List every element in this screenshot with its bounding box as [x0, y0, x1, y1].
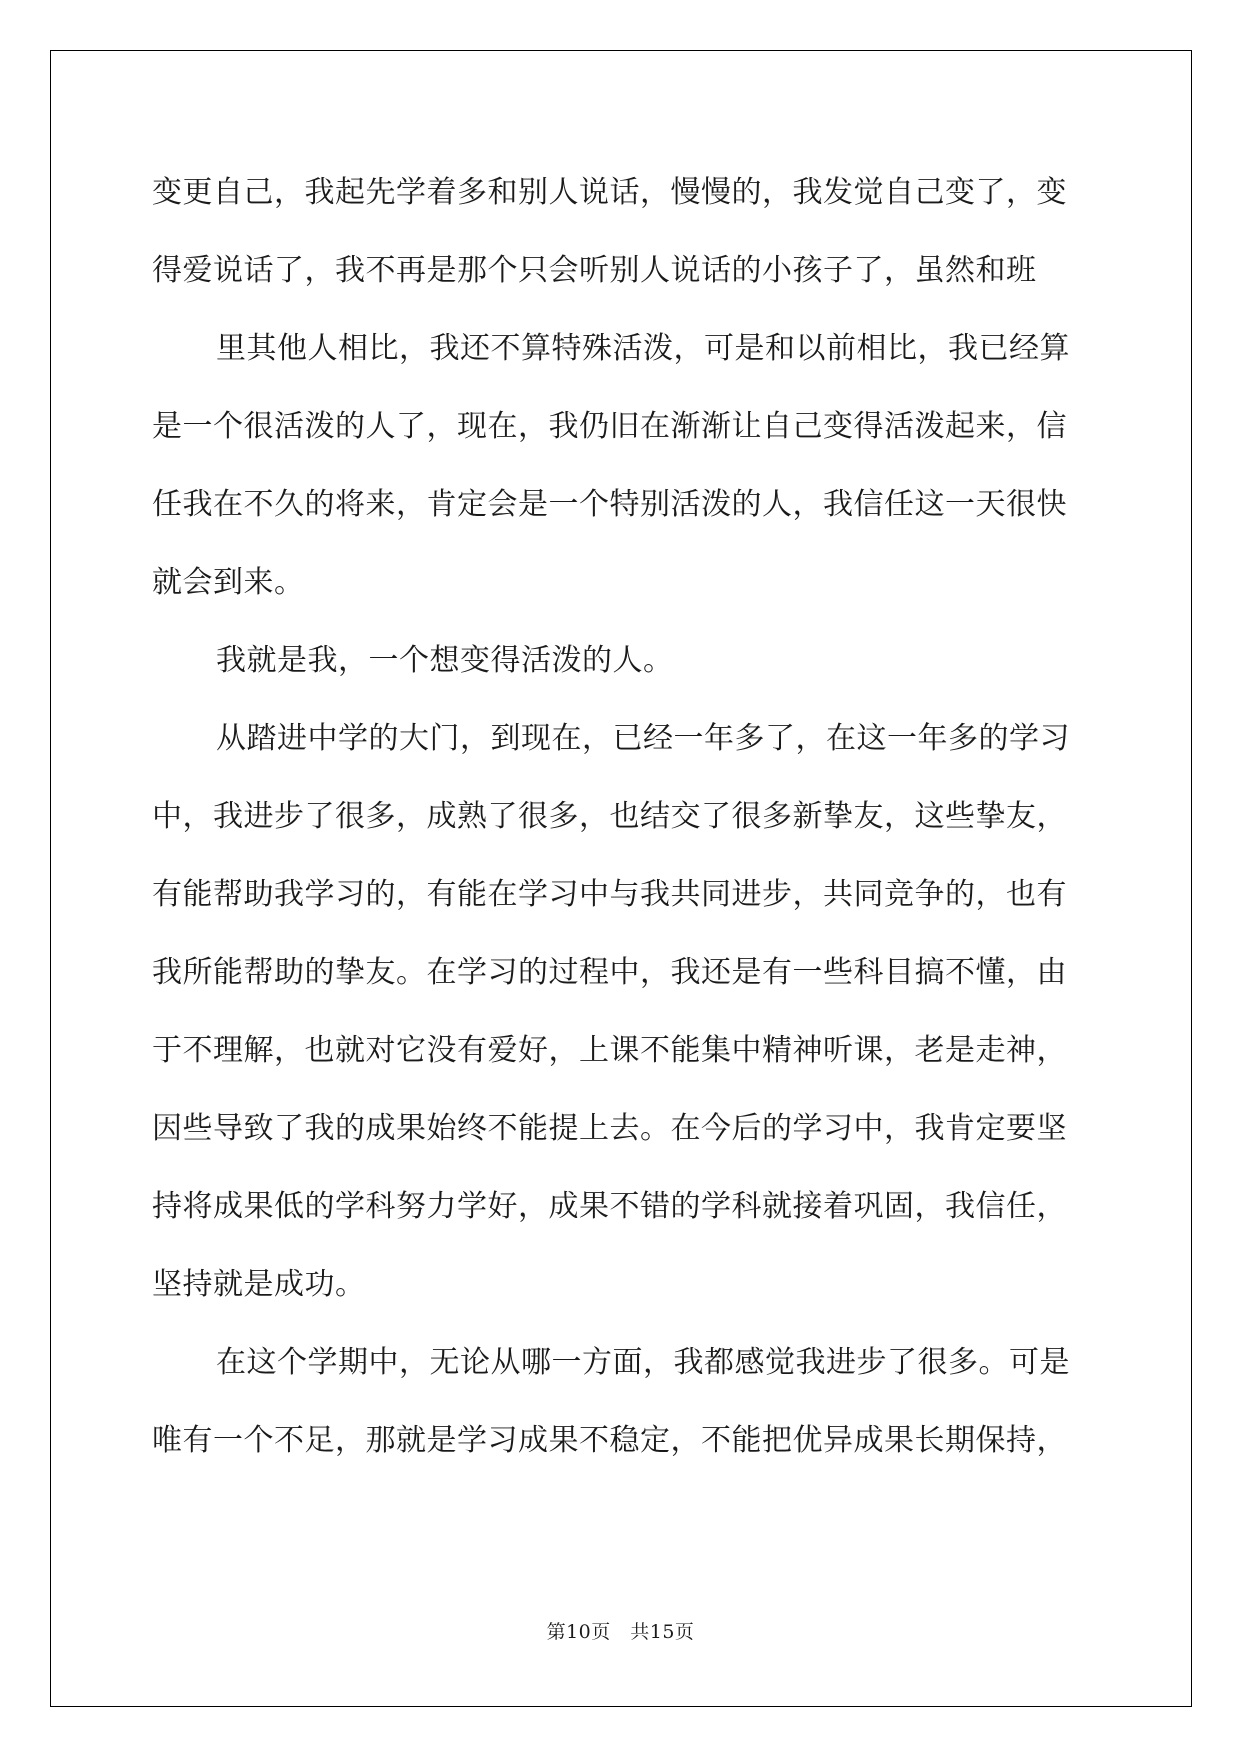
text-line: 坚持就是成功。 — [152, 1267, 366, 1302]
text-line: 里其他人相比，我还不算特殊活泼，可是和以前相比，我已经算 — [216, 331, 1070, 366]
text-line: 在这个学期中，无论从哪一方面，我都感觉我进步了很多。可是 — [216, 1345, 1070, 1380]
text-line: 于不理解，也就对它没有爱好，上课不能集中精神听课，老是走神， — [152, 1033, 1067, 1068]
text-line: 中，我进步了很多，成熟了很多，也结交了很多新挚友，这些挚友， — [152, 799, 1067, 834]
text-line: 变更自己，我起先学着多和别人说话，慢慢的，我发觉自己变了，变 — [152, 175, 1067, 210]
text-line: 我所能帮助的挚友。在学习的过程中，我还是有一些科目搞不懂，由 — [152, 955, 1067, 990]
page-number-label: 第10页 共15页 — [546, 1621, 695, 1643]
page-footer — [0, 1617, 1241, 1644]
text-line: 是一个很活泼的人了，现在，我仍旧在渐渐让自己变得活泼起来，信 — [152, 409, 1067, 444]
text-line: 从踏进中学的大门，到现在，已经一年多了，在这一年多的学习 — [216, 721, 1070, 756]
text-line: 唯有一个不足，那就是学习成果不稳定，不能把优异成果长期保持， — [152, 1423, 1067, 1458]
text-line: 持将成果低的学科努力学好，成果不错的学科就接着巩固，我信任， — [152, 1189, 1067, 1224]
text-line: 得爱说话了，我不再是那个只会听别人说话的小孩子了，虽然和班 — [152, 253, 1037, 288]
text-line: 有能帮助我学习的，有能在学习中与我共同进步，共同竞争的，也有 — [152, 877, 1067, 912]
document-body — [152, 154, 1092, 1480]
text-line: 任我在不久的将来，肯定会是一个特别活泼的人，我信任这一天很快 — [152, 487, 1067, 522]
text-line: 因些导致了我的成果始终不能提上去。在今后的学习中，我肯定要坚 — [152, 1111, 1067, 1146]
text-line: 就会到来。 — [152, 565, 305, 600]
text-line: 我就是我，一个想变得活泼的人。 — [216, 643, 674, 678]
